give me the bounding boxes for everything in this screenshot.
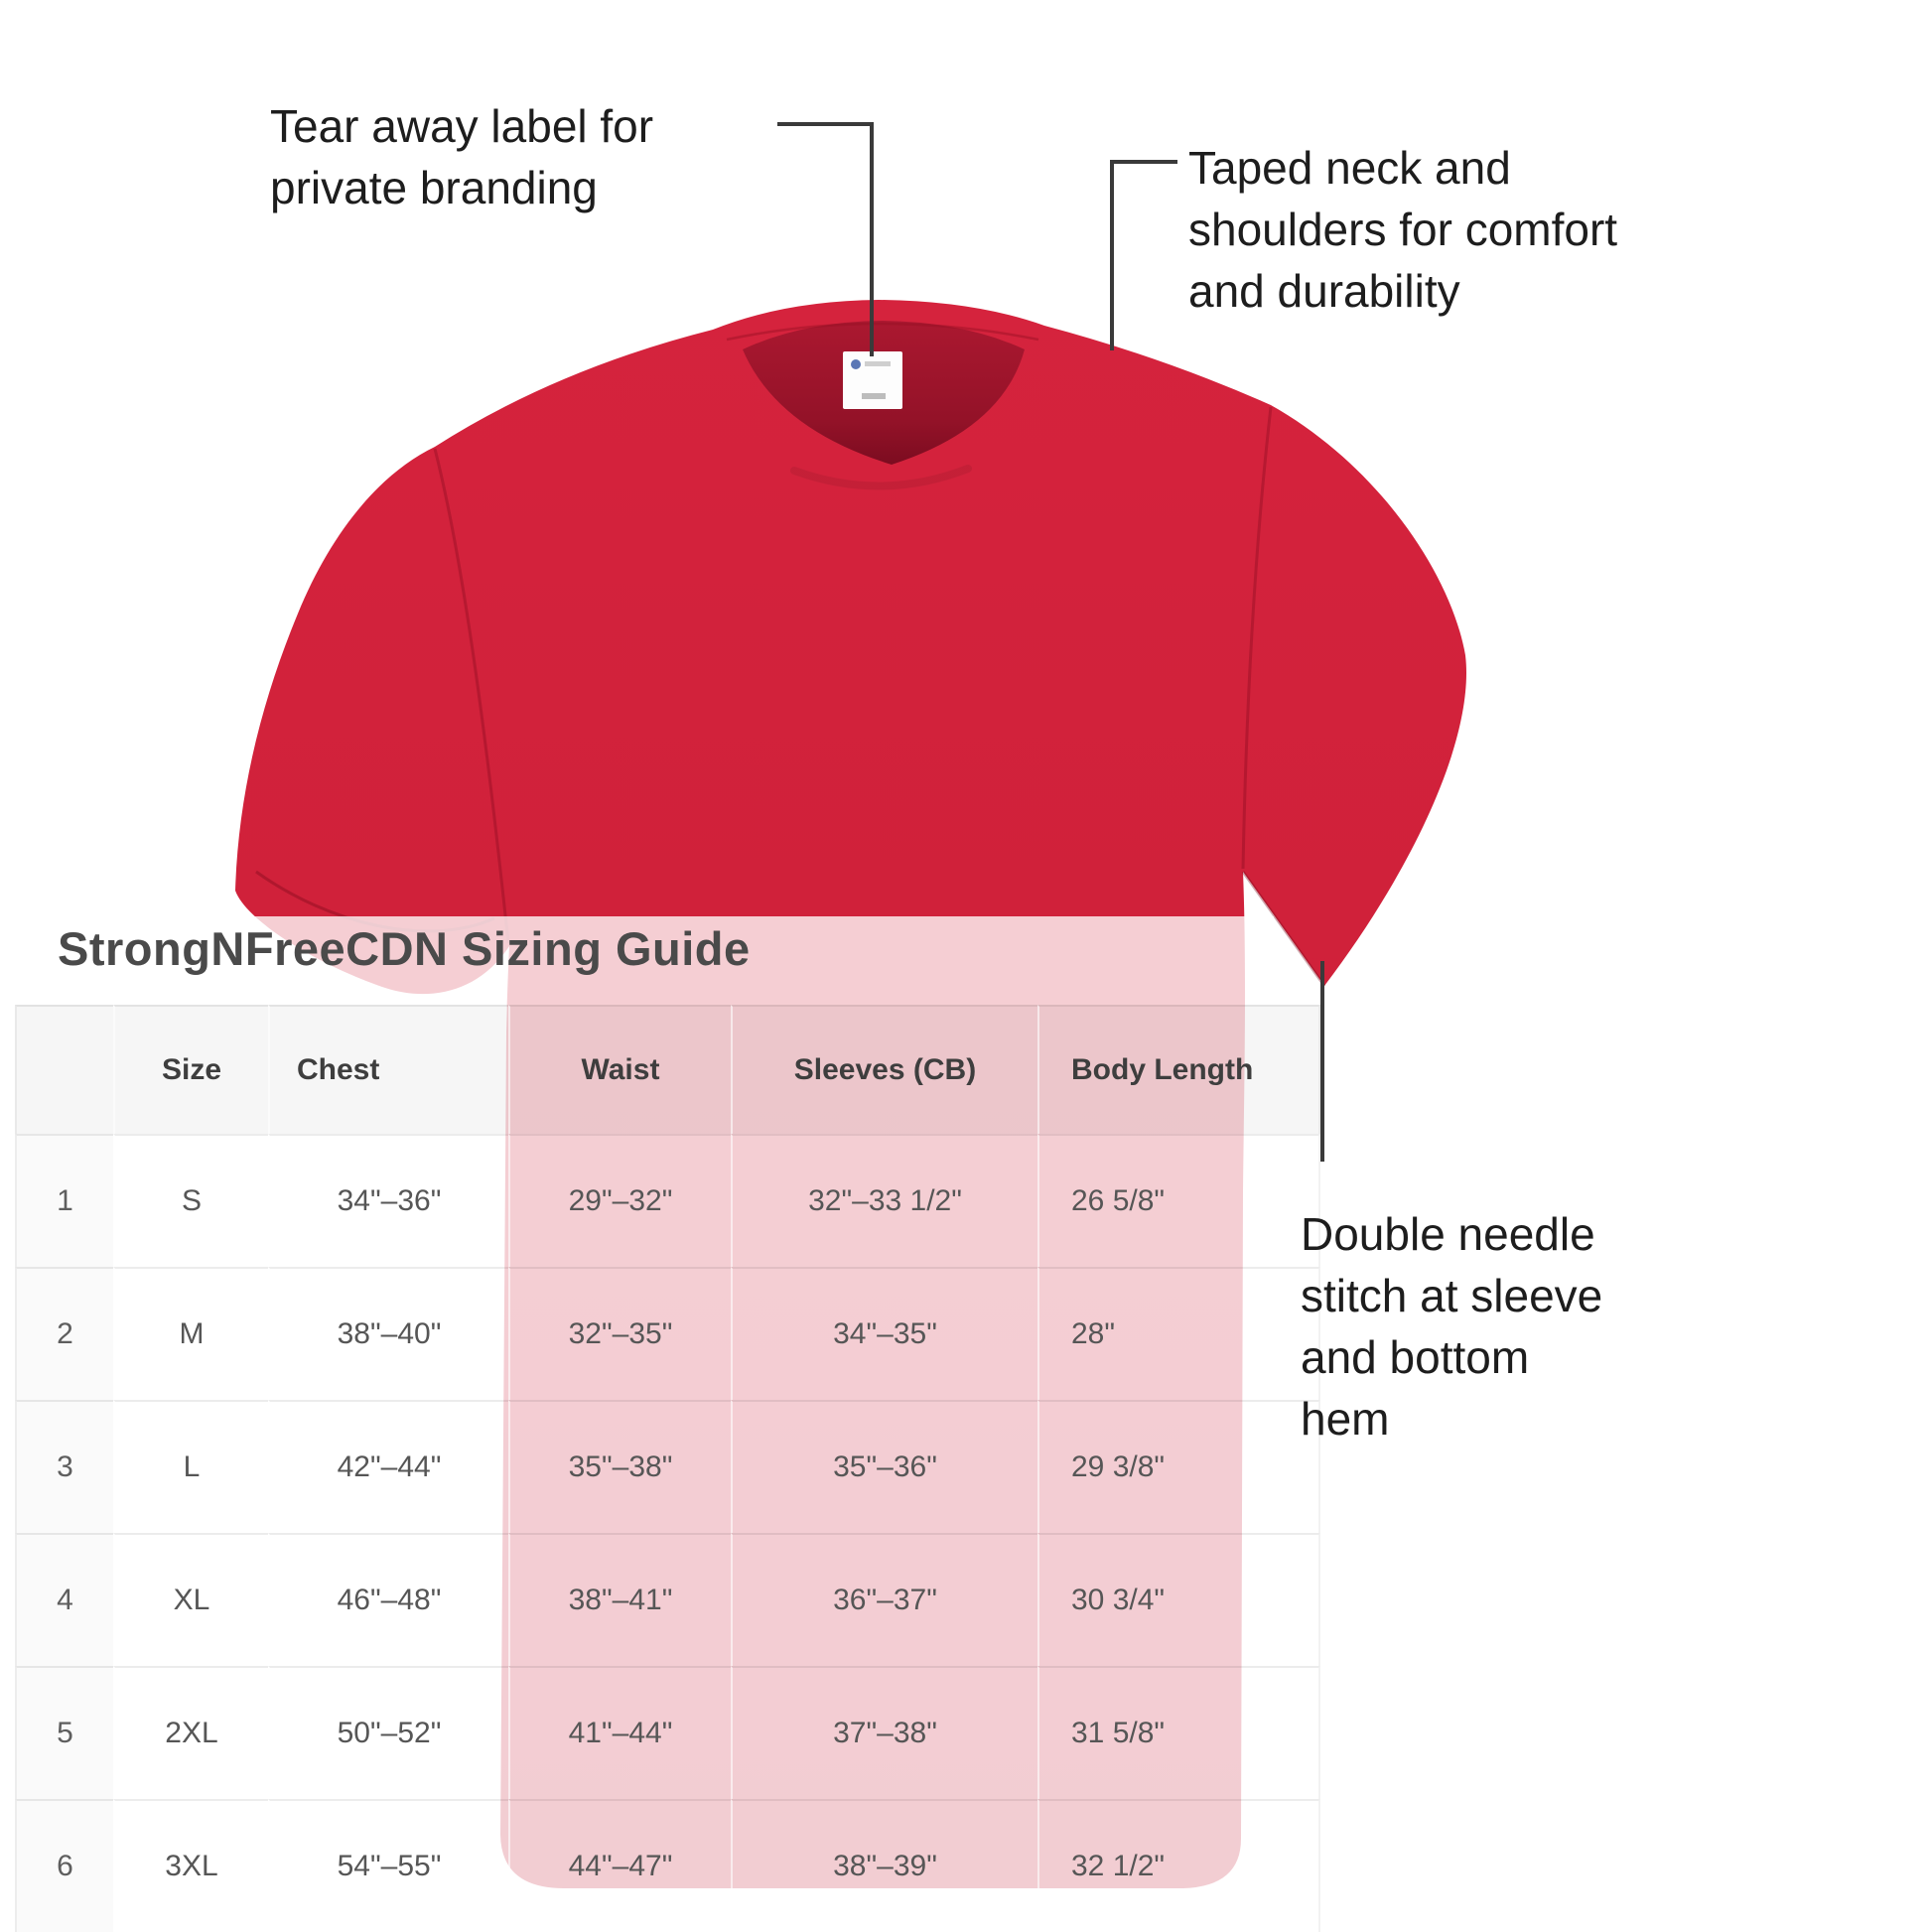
table-cell-size: XL	[113, 1533, 268, 1666]
table-cell-num: 2	[15, 1267, 113, 1400]
table-cell-size: L	[113, 1400, 268, 1533]
annotation-line: and durability	[1188, 265, 1460, 317]
callout-line-double-needle-vertical	[1320, 961, 1324, 1162]
table-cell-sleeves: 32"–33 1/2"	[731, 1134, 1037, 1267]
table-row	[15, 1666, 1320, 1799]
table-cell-size: 2XL	[113, 1666, 268, 1799]
table-cell-body_length: 26 5/8"	[1037, 1134, 1320, 1267]
callout-line-tear-away-vertical	[870, 122, 874, 356]
table-cell-sleeves: 37"–38"	[731, 1666, 1037, 1799]
table-cell-waist: 44"–47"	[508, 1799, 731, 1932]
table-cell-body_length: 31 5/8"	[1037, 1666, 1320, 1799]
table-cell-sleeves: 38"–39"	[731, 1799, 1037, 1932]
table-row	[15, 1267, 1320, 1400]
table-cell-size: S	[113, 1134, 268, 1267]
table-cell-body_length: 29 3/8"	[1037, 1400, 1320, 1533]
annotation-line: Tear away label for	[270, 100, 654, 152]
table-cell-body_length: 28"	[1037, 1267, 1320, 1400]
col-header-index	[15, 1005, 113, 1134]
annotation-tear-away-label	[270, 95, 653, 218]
table-cell-body_length: 30 3/4"	[1037, 1533, 1320, 1666]
col-header-sleeves: Sleeves (CB)	[731, 1005, 1037, 1134]
table-cell-waist: 41"–44"	[508, 1666, 731, 1799]
table-cell-num: 4	[15, 1533, 113, 1666]
col-header-size: Size	[113, 1005, 268, 1134]
table-cell-chest: 38"–40"	[268, 1267, 508, 1400]
table-cell-size: 3XL	[113, 1799, 268, 1932]
table-cell-body_length: 32 1/2"	[1037, 1799, 1320, 1932]
table-cell-chest: 34"–36"	[268, 1134, 508, 1267]
table-cell-chest: 54"–55"	[268, 1799, 508, 1932]
table-cell-sleeves: 35"–36"	[731, 1400, 1037, 1533]
table-cell-waist: 35"–38"	[508, 1400, 731, 1533]
callout-line-taped-neck-vertical	[1110, 160, 1114, 350]
callout-line-tear-away-horizontal	[777, 122, 872, 126]
table-cell-chest: 46"–48"	[268, 1533, 508, 1666]
annotation-taped-neck	[1188, 137, 1617, 322]
annotation-line: hem	[1301, 1393, 1390, 1445]
table-row	[15, 1134, 1320, 1267]
neck-label	[843, 351, 902, 409]
table-header-row	[15, 1005, 1320, 1134]
table-row	[15, 1400, 1320, 1533]
table-cell-sleeves: 34"–35"	[731, 1267, 1037, 1400]
table-row	[15, 1533, 1320, 1666]
callout-line-taped-neck-horizontal	[1110, 160, 1177, 164]
table-cell-size: M	[113, 1267, 268, 1400]
table-cell-num: 5	[15, 1666, 113, 1799]
table-row	[15, 1799, 1320, 1932]
table-cell-chest: 50"–52"	[268, 1666, 508, 1799]
annotation-line: stitch at sleeve	[1301, 1270, 1603, 1321]
sizing-guide-title: StrongNFreeCDN Sizing Guide	[58, 922, 751, 975]
table-cell-sleeves: 36"–37"	[731, 1533, 1037, 1666]
annotation-line: shoulders for comfort	[1188, 204, 1618, 255]
table-cell-num: 3	[15, 1400, 113, 1533]
table-cell-chest: 42"–44"	[268, 1400, 508, 1533]
table-cell-waist: 38"–41"	[508, 1533, 731, 1666]
col-header-chest: Chest	[268, 1005, 508, 1134]
annotation-line: Taped neck and	[1188, 142, 1511, 194]
col-header-waist: Waist	[508, 1005, 731, 1134]
annotation-line: and bottom	[1301, 1331, 1530, 1383]
table-cell-waist: 32"–35"	[508, 1267, 731, 1400]
sizing-table	[15, 1005, 1320, 1932]
table-cell-waist: 29"–32"	[508, 1134, 731, 1267]
table-cell-num: 6	[15, 1799, 113, 1932]
table-cell-num: 1	[15, 1134, 113, 1267]
col-header-body-length: Body Length	[1037, 1005, 1320, 1134]
annotation-double-needle	[1301, 1203, 1602, 1449]
label-logo-icon	[851, 359, 861, 369]
annotation-line: Double needle	[1301, 1208, 1595, 1260]
annotation-line: private branding	[270, 162, 598, 213]
